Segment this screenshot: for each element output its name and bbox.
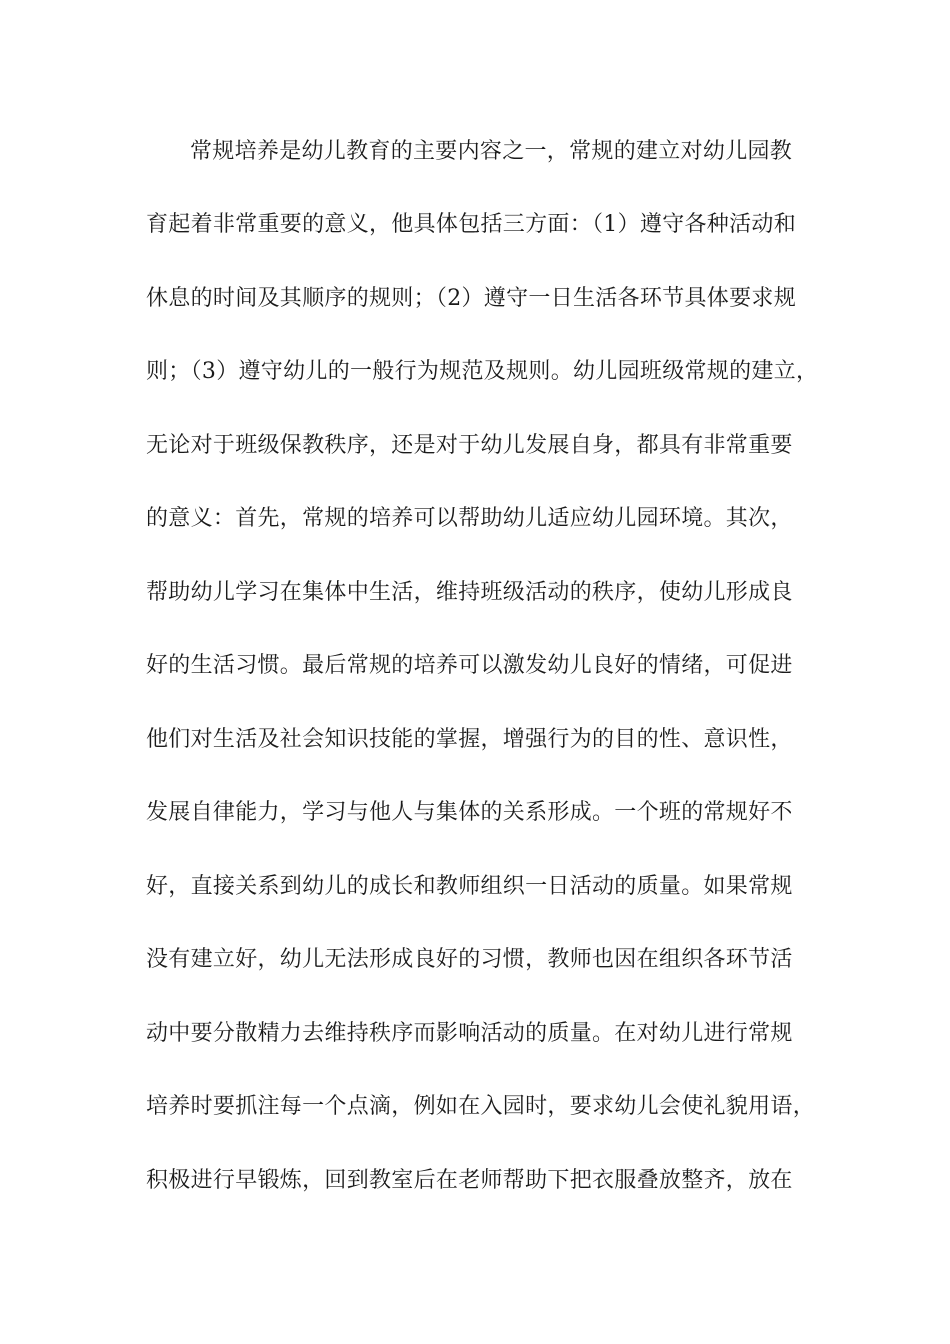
paragraph-line-8: 好的生活习惯。最后常规的培养可以激发幼儿良好的情绪，可促进 [146,653,793,678]
paragraph-line-11: 好，直接关系到幼儿的成长和教师组织一日活动的质量。如果常规 [146,874,793,899]
paragraph-line-6: 的意义：首先，常规的培养可以帮助幼儿适应幼儿园环境。其次， [146,506,793,531]
paragraph-line-5: 无论对于班级保教秩序，还是对于幼儿发展自身，都具有非常重要 [146,433,793,458]
paragraph-line-9: 他们对生活及社会知识技能的掌握，增强行为的目的性、意识性， [146,727,793,752]
paragraph-line-12: 没有建立好，幼儿无法形成良好的习惯，教师也因在组织各环节活 [146,947,793,972]
paragraph-line-4: 则；（3）遵守幼儿的一般行为规范及规则。幼儿园班级常规的建立， [146,359,819,384]
paragraph-line-10: 发展自律能力，学习与他人与集体的关系形成。一个班的常规好不 [146,800,793,825]
paragraph-line-2: 育起着非常重要的意义，他具体包括三方面：（1）遵守各种活动和 [146,212,796,237]
paragraph-line-3: 休息的时间及其顺序的规则；（2）遵守一日生活各环节具体要求规 [146,286,796,311]
paragraph-line-13: 动中要分散精力去维持秩序而影响活动的质量。在对幼儿进行常规 [146,1021,793,1046]
paragraph-line-7: 帮助幼儿学习在集体中生活，维持班级活动的秩序，使幼儿形成良 [146,580,793,605]
paragraph-line-1: 常规培养是幼儿教育的主要内容之一，常规的建立对幼儿园教 [190,139,793,164]
paragraph-line-15: 积极进行早锻炼，回到教室后在老师帮助下把衣服叠放整齐，放在 [146,1168,793,1193]
paragraph-line-14: 培养时要抓注每一个点滴，例如在入园时，要求幼儿会使礼貌用语， [146,1094,816,1119]
